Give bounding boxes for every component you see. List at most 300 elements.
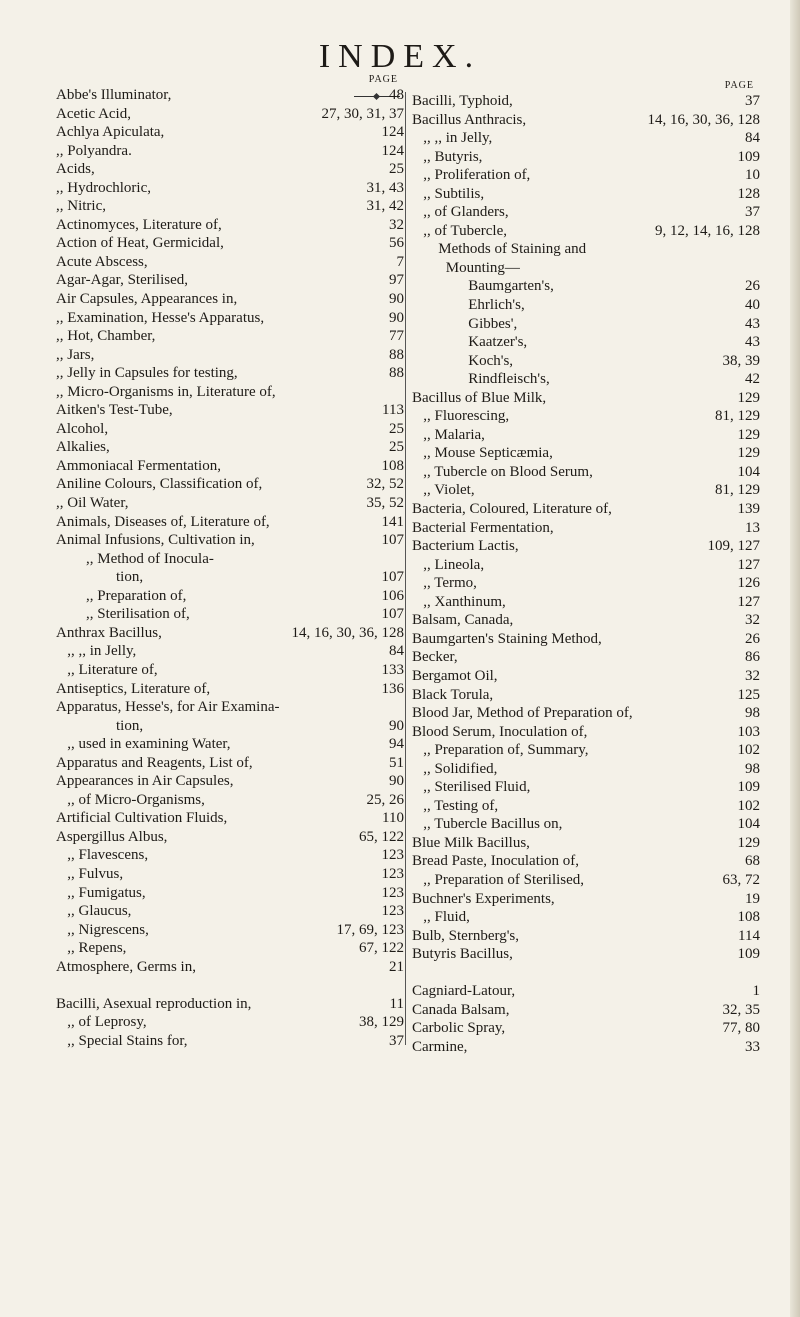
index-entry-term: ,, Nitric, <box>56 198 106 215</box>
index-entry-pages: 108 <box>381 457 404 474</box>
index-entry-term: Bacilli, Typhoid, <box>412 93 513 109</box>
index-entry <box>56 123 404 142</box>
index-entry <box>56 290 404 309</box>
index-entry-term: Bacterial Fermentation, <box>412 519 554 536</box>
index-entry <box>56 717 404 736</box>
index-entry-term: Apparatus, Hesse's, for Air Examina- <box>56 699 280 716</box>
index-entry <box>412 611 760 630</box>
index-entry-pages: 128 <box>737 185 760 202</box>
index-entry <box>56 680 404 699</box>
index-entry-term: ,, Glaucus, <box>56 903 132 920</box>
index-entry-pages: 108 <box>737 909 760 926</box>
index-entry <box>412 630 760 649</box>
index-entry-pages: 17, 69, 123 <box>336 921 404 938</box>
index-entry <box>412 519 760 538</box>
index-entry-term: Bacillus of Blue Milk, <box>412 389 547 406</box>
index-entry-pages: 127 <box>737 556 760 573</box>
index-entry <box>56 902 404 921</box>
index-entry-term: Aniline Colours, Classification of, <box>56 476 263 493</box>
index-entry <box>56 865 404 884</box>
index-entry-term: Appearances in Air Capsules, <box>56 773 234 790</box>
index-entry <box>56 309 404 328</box>
index-entry-pages <box>400 698 404 717</box>
index-entry <box>56 105 404 124</box>
index-entry-term: ,, Preparation of Sterilised, <box>412 871 585 888</box>
index-entry-pages: 104 <box>737 816 760 833</box>
index-entry-term: Butyris Bacillus, <box>412 946 513 963</box>
index-entry-term: Anthrax Bacillus, <box>56 624 162 641</box>
index-entry <box>412 834 760 853</box>
index-entry <box>56 642 404 661</box>
index-entry-pages: 123 <box>381 865 404 882</box>
index-entry <box>56 754 404 773</box>
index-entry <box>56 550 404 569</box>
index-entry-pages: 129 <box>737 834 760 851</box>
index-entry-pages: 25 <box>389 161 404 178</box>
page-column-heading: PAGE <box>368 74 398 85</box>
index-entry-pages: 90 <box>389 291 404 308</box>
index-entry-pages: 114 <box>738 927 760 944</box>
index-entry <box>412 686 760 705</box>
index-column-right <box>412 80 760 1056</box>
index-entry-pages: 42 <box>745 371 760 388</box>
index-entry-term: Ammoniacal Fermentation, <box>56 457 221 474</box>
index-entry-term: Rindfleisch's, <box>412 371 550 388</box>
index-entry-pages: 26 <box>745 630 760 647</box>
index-entry-pages: 32 <box>745 667 760 684</box>
index-entry <box>56 86 404 105</box>
index-entry-pages: 94 <box>389 736 404 753</box>
index-entry-term: Becker, <box>412 649 458 666</box>
index-entry <box>412 537 760 556</box>
index-entry <box>412 704 760 723</box>
index-entry <box>56 568 404 587</box>
index-entry-term: Cagniard-Latour, <box>412 983 516 1000</box>
index-entry-pages: 63, 72 <box>722 871 760 888</box>
index-entry-term: Kaatzer's, <box>412 334 528 351</box>
index-entry-pages: 129 <box>737 426 760 443</box>
index-entry-pages: 110 <box>382 810 404 827</box>
index-entry <box>56 846 404 865</box>
index-entry <box>56 791 404 810</box>
index-entry-term: Animals, Diseases of, Literature of, <box>56 513 270 530</box>
index-entry-pages: 65, 122 <box>359 828 404 845</box>
index-entry-term: ,, Examination, Hesse's Apparatus, <box>56 309 265 326</box>
index-entry-term: ,, of Glanders, <box>412 204 509 221</box>
index-entry-pages: 77 <box>389 328 404 345</box>
index-entry-term: ,, of Micro-Organisms, <box>56 791 205 808</box>
index-entry-term: ,, Testing of, <box>412 797 499 814</box>
index-entry <box>412 908 760 927</box>
index-entry-term: Black Torula, <box>412 686 494 703</box>
index-entry-term: Carmine, <box>412 1038 468 1055</box>
index-entry-term: Baumgarten's Staining Method, <box>412 630 602 647</box>
index-entry-term: Canada Balsam, <box>412 1001 510 1018</box>
index-entry <box>56 160 404 179</box>
index-entry <box>412 648 760 667</box>
index-entry-term: ,, Fluid, <box>412 909 470 926</box>
index-entry <box>412 148 760 167</box>
index-entry-pages: 90 <box>389 717 404 734</box>
index-entry-pages: 129 <box>737 445 760 462</box>
index-entry <box>412 185 760 204</box>
index-entry-term: Alcohol, <box>56 420 109 437</box>
index-entry <box>412 852 760 871</box>
index-entry-pages: 21 <box>389 958 404 975</box>
index-entry <box>412 259 760 278</box>
index-entry-term: ,, Repens, <box>56 940 127 957</box>
index-entry-pages: 32 <box>745 612 760 629</box>
index-entry-term: Apparatus and Reagents, List of, <box>56 754 253 771</box>
index-entry <box>412 1001 760 1020</box>
index-entry <box>412 277 760 296</box>
index-entry-term: ,, Tubercle on Blood Serum, <box>412 463 593 480</box>
index-entry-pages: 13 <box>745 519 760 536</box>
index-entry-term: Alkalies, <box>56 439 110 456</box>
index-entry-term: ,, Solidified, <box>412 760 498 777</box>
index-entry <box>56 624 404 643</box>
index-entry-term: Actinomyces, Literature of, <box>56 216 222 233</box>
index-entry <box>412 111 760 130</box>
index-entry-pages: 109 <box>737 779 760 796</box>
index-entry-term: ,, Violet, <box>412 482 475 499</box>
index-entry <box>412 797 760 816</box>
index-entry-term: ,, Fluorescing, <box>412 408 510 425</box>
index-entry-term: Artificial Cultivation Fluids, <box>56 810 228 827</box>
index-entry-term: ,, Oil Water, <box>56 495 129 512</box>
index-entry <box>412 333 760 352</box>
index-entry-pages: 25 <box>389 420 404 437</box>
index-entry-pages: 125 <box>737 686 760 703</box>
index-entry <box>56 438 404 457</box>
index-entry-term: Bread Paste, Inoculation of, <box>412 853 580 870</box>
index-entry-pages: 90 <box>389 773 404 790</box>
index-entry-pages: 9, 12, 14, 16, 128 <box>655 222 760 239</box>
index-entry-pages: 124 <box>381 142 404 159</box>
index-entry-term: Acute Abscess, <box>56 253 148 270</box>
index-entry <box>56 216 404 235</box>
index-entry-pages: 56 <box>389 235 404 252</box>
index-entry <box>412 593 760 612</box>
index-entry-term: ,, ,, in Jelly, <box>412 130 493 147</box>
index-entry <box>412 815 760 834</box>
index-entry-pages: 32, 35 <box>722 1001 760 1018</box>
index-entry-pages: 109, 127 <box>707 538 760 555</box>
index-entry-pages: 113 <box>382 402 404 419</box>
index-entry <box>56 587 404 606</box>
page-column-heading: PAGE <box>724 80 754 91</box>
index-entry <box>412 500 760 519</box>
index-entry-pages: 133 <box>381 661 404 678</box>
index-entry-term: ,, Special Stains for, <box>56 1032 188 1049</box>
index-entry-term: ,, Literature of, <box>56 661 158 678</box>
index-entry-term: Acids, <box>56 161 95 178</box>
index-entry-term: ,, Polyandra. <box>56 142 132 159</box>
index-entry-pages: 32, 52 <box>366 476 404 493</box>
index-entry-pages: 90 <box>389 309 404 326</box>
index-entry-pages: 97 <box>389 272 404 289</box>
index-entry-term: ,, Fumigatus, <box>56 884 146 901</box>
index-entry-term: ,, Nigrescens, <box>56 921 149 938</box>
index-entry-term: ,, Micro-Organisms in, Literature of, <box>56 383 276 400</box>
index-entry-pages: 84 <box>745 130 760 147</box>
index-entry <box>412 222 760 241</box>
index-entry-pages: 7 <box>396 253 404 270</box>
index-entry-term: ,, Malaria, <box>412 426 485 443</box>
index-entry-pages <box>756 964 760 983</box>
index-entry-term: Buchner's Experiments, <box>412 890 555 907</box>
index-entry-term: Air Capsules, Appearances in, <box>56 291 238 308</box>
index-entry-term: Bacteria, Coloured, Literature of, <box>412 501 612 518</box>
index-entry-pages: 77, 80 <box>722 1020 760 1037</box>
index-entry-pages: 86 <box>745 649 760 666</box>
index-entry <box>56 976 404 995</box>
index-entry <box>412 1038 760 1057</box>
index-entry <box>56 1032 404 1051</box>
page-title: INDEX. <box>318 38 482 75</box>
index-entry-pages: 19 <box>745 890 760 907</box>
index-entry-term: Antiseptics, Literature of, <box>56 680 211 697</box>
index-entry-term: ,, Hot, Chamber, <box>56 328 156 345</box>
index-entry-term: ,, of Leprosy, <box>56 1014 147 1031</box>
index-entry-term: ,, Jars, <box>56 346 95 363</box>
index-entry-pages: 123 <box>381 884 404 901</box>
index-entry <box>56 327 404 346</box>
index-entry <box>56 457 404 476</box>
index-entry-pages: 123 <box>381 847 404 864</box>
index-entry <box>56 475 404 494</box>
index-entry <box>412 982 760 1001</box>
index-entry-term: Acetic Acid, <box>56 105 131 122</box>
index-entry-pages: 106 <box>381 587 404 604</box>
index-entry-pages <box>756 240 760 259</box>
index-entry-pages: 136 <box>381 680 404 697</box>
index-entry-pages: 104 <box>737 463 760 480</box>
index-entry-term: Action of Heat, Germicidal, <box>56 235 224 252</box>
index-entry-pages: 35, 52 <box>366 495 404 512</box>
index-entry <box>412 890 760 909</box>
index-entry-term: ,, Tubercle Bacillus on, <box>412 816 563 833</box>
index-entry-pages: 38, 129 <box>359 1014 404 1031</box>
index-entry-term: ,, Butyris, <box>412 148 483 165</box>
index-entry-term: Bulb, Sternberg's, <box>412 927 520 944</box>
index-entry-pages: 98 <box>745 705 760 722</box>
index-entry-term: ,, Subtilis, <box>412 185 485 202</box>
page-binding-edge <box>790 0 800 1317</box>
index-entry <box>412 723 760 742</box>
index-entry-pages: 84 <box>389 643 404 660</box>
index-entry-pages: 10 <box>745 167 760 184</box>
index-entry-pages <box>400 383 404 402</box>
index-entry <box>412 129 760 148</box>
index-entry-term: ,, Method of Inocula- <box>56 550 214 567</box>
index-entry-term: Balsam, Canada, <box>412 612 514 629</box>
index-entry <box>412 760 760 779</box>
index-entry-term: Blue Milk Bacillus, <box>412 834 530 851</box>
index-entries-left <box>56 86 404 1050</box>
index-entry-pages: 81, 129 <box>715 408 760 425</box>
index-entry-pages: 123 <box>381 903 404 920</box>
index-entry <box>412 352 760 371</box>
index-entries-right <box>412 92 760 1056</box>
index-entry <box>56 884 404 903</box>
index-entry-pages: 88 <box>389 346 404 363</box>
index-entry-pages: 32 <box>389 216 404 233</box>
index-entry-term: Methods of Staining and <box>412 241 587 258</box>
index-entry-term: ,, Lineola, <box>412 556 485 573</box>
index-entry <box>412 240 760 259</box>
index-entry <box>412 927 760 946</box>
index-entry <box>412 166 760 185</box>
index-entry <box>56 513 404 532</box>
index-entry-pages: 107 <box>381 532 404 549</box>
index-entry-term: Atmosphere, Germs in, <box>56 958 196 975</box>
index-entry <box>412 370 760 389</box>
index-entry <box>56 772 404 791</box>
index-entry <box>56 197 404 216</box>
index-entry-term: Aspergillus Albus, <box>56 828 168 845</box>
index-entry-pages: 37 <box>745 93 760 109</box>
index-entry-term: Abbe's Illuminator, <box>56 87 172 103</box>
index-entry-term: ,, Termo, <box>412 575 477 592</box>
index-entry-term: Aitken's Test-Tube, <box>56 402 173 419</box>
index-entry <box>412 203 760 222</box>
index-entry <box>56 179 404 198</box>
index-entry-pages: 48 <box>389 87 404 103</box>
index-entry-term <box>412 964 756 983</box>
index-entry <box>56 735 404 754</box>
index-entry-pages: 51 <box>389 754 404 771</box>
index-entry <box>412 444 760 463</box>
index-entry <box>56 921 404 940</box>
index-entry <box>56 142 404 161</box>
index-entry-pages: 109 <box>737 946 760 963</box>
index-entry <box>412 556 760 575</box>
index-entry-term: Ehrlich's, <box>412 297 525 314</box>
index-entry-pages: 107 <box>381 569 404 586</box>
index-entry <box>56 1013 404 1032</box>
index-entry <box>56 828 404 847</box>
index-entry-pages: 14, 16, 30, 36, 128 <box>647 111 760 128</box>
index-entry <box>412 296 760 315</box>
index-entry-pages: 67, 122 <box>359 940 404 957</box>
index-entry-pages: 11 <box>389 995 404 1012</box>
column-divider <box>405 92 406 1045</box>
index-entry-term: ,, Mouse Septicæmia, <box>412 445 553 462</box>
index-entry-pages: 43 <box>745 334 760 351</box>
index-entry <box>56 420 404 439</box>
index-entry-term: Blood Jar, Method of Preparation of, <box>412 705 633 722</box>
index-entry <box>412 389 760 408</box>
index-entry-pages: 129 <box>737 389 760 406</box>
index-entry-term: Achlya Apiculata, <box>56 124 165 141</box>
index-entry-pages: 27, 30, 31, 37 <box>321 105 404 122</box>
index-entry-term: Bacillus Anthracis, <box>412 111 527 128</box>
index-entry <box>56 271 404 290</box>
index-entry-term: Mounting— <box>412 259 520 276</box>
index-column-left <box>56 74 404 1050</box>
index-entry-pages: 102 <box>737 797 760 814</box>
index-entry-pages <box>756 259 760 278</box>
index-entry-pages: 31, 42 <box>366 198 404 215</box>
index-entry-pages: 25 <box>389 439 404 456</box>
index-entry-pages: 109 <box>737 148 760 165</box>
index-entry <box>412 667 760 686</box>
index-entry-pages: 98 <box>745 760 760 777</box>
index-entry-pages: 43 <box>745 315 760 332</box>
index-entry <box>412 92 760 111</box>
index-entry-pages: 107 <box>381 606 404 623</box>
index-entry-pages: 88 <box>389 365 404 382</box>
index-entry-term: ,, Fulvus, <box>56 865 124 882</box>
index-entry-term: Baumgarten's, <box>412 278 554 295</box>
index-entry-term: ,, of Tubercle, <box>412 222 507 239</box>
index-entry <box>412 741 760 760</box>
index-entry <box>412 945 760 964</box>
index-entry-term: ,, Xanthinum, <box>412 593 506 610</box>
index-entry <box>56 494 404 513</box>
index-entry <box>56 531 404 550</box>
index-entry-term: Blood Serum, Inoculation of, <box>412 723 588 740</box>
index-entry <box>56 234 404 253</box>
index-entry <box>412 315 760 334</box>
index-entry <box>412 1019 760 1038</box>
index-entry <box>412 407 760 426</box>
index-entry-term: Bergamot Oil, <box>412 667 498 684</box>
index-entry <box>412 481 760 500</box>
index-entry-pages <box>400 976 404 995</box>
index-entry-term: Carbolic Spray, <box>412 1020 506 1037</box>
index-entry-term <box>56 976 400 995</box>
index-entry-term: ,, Proliferation of, <box>412 167 531 184</box>
index-entry <box>412 871 760 890</box>
index-entry-pages: 37 <box>389 1032 404 1049</box>
index-entry-term: tion, <box>56 569 144 586</box>
index-entry-term: Animal Infusions, Cultivation in, <box>56 532 255 549</box>
index-entry-pages: 37 <box>745 204 760 221</box>
index-entry-pages <box>400 550 404 569</box>
index-entry-term: ,, Hydrochloric, <box>56 179 151 196</box>
index-entry <box>56 698 404 717</box>
index-entry <box>56 939 404 958</box>
index-entry-pages: 14, 16, 30, 36, 128 <box>291 624 404 641</box>
index-entry-term: ,, Preparation of, Summary, <box>412 742 589 759</box>
index-entry <box>56 253 404 272</box>
index-entry <box>56 809 404 828</box>
index-entry <box>56 346 404 365</box>
index-entry-term: ,, Jelly in Capsules for testing, <box>56 365 238 382</box>
index-entry <box>56 995 404 1014</box>
index-entry-pages: 103 <box>737 723 760 740</box>
index-entry-term: ,, Preparation of, <box>56 587 187 604</box>
index-entry-pages: 81, 129 <box>715 482 760 499</box>
index-entry <box>56 401 404 420</box>
index-entry-pages: 40 <box>745 297 760 314</box>
index-entry <box>56 364 404 383</box>
index-entry <box>412 574 760 593</box>
index-entry-term: ,, used in examining Water, <box>56 736 231 753</box>
index-entry-term: Bacterium Lactis, <box>412 538 519 555</box>
index-entry <box>56 605 404 624</box>
index-entry-term: Gibbes', <box>412 315 518 332</box>
index-entry-pages: 124 <box>381 124 404 141</box>
index-entry-term: Koch's, <box>412 352 514 369</box>
index-entry <box>412 964 760 983</box>
index-entry-pages: 31, 43 <box>366 179 404 196</box>
index-entry <box>412 426 760 445</box>
index-entry-pages: 139 <box>737 501 760 518</box>
index-entry-term: tion, <box>56 717 144 734</box>
